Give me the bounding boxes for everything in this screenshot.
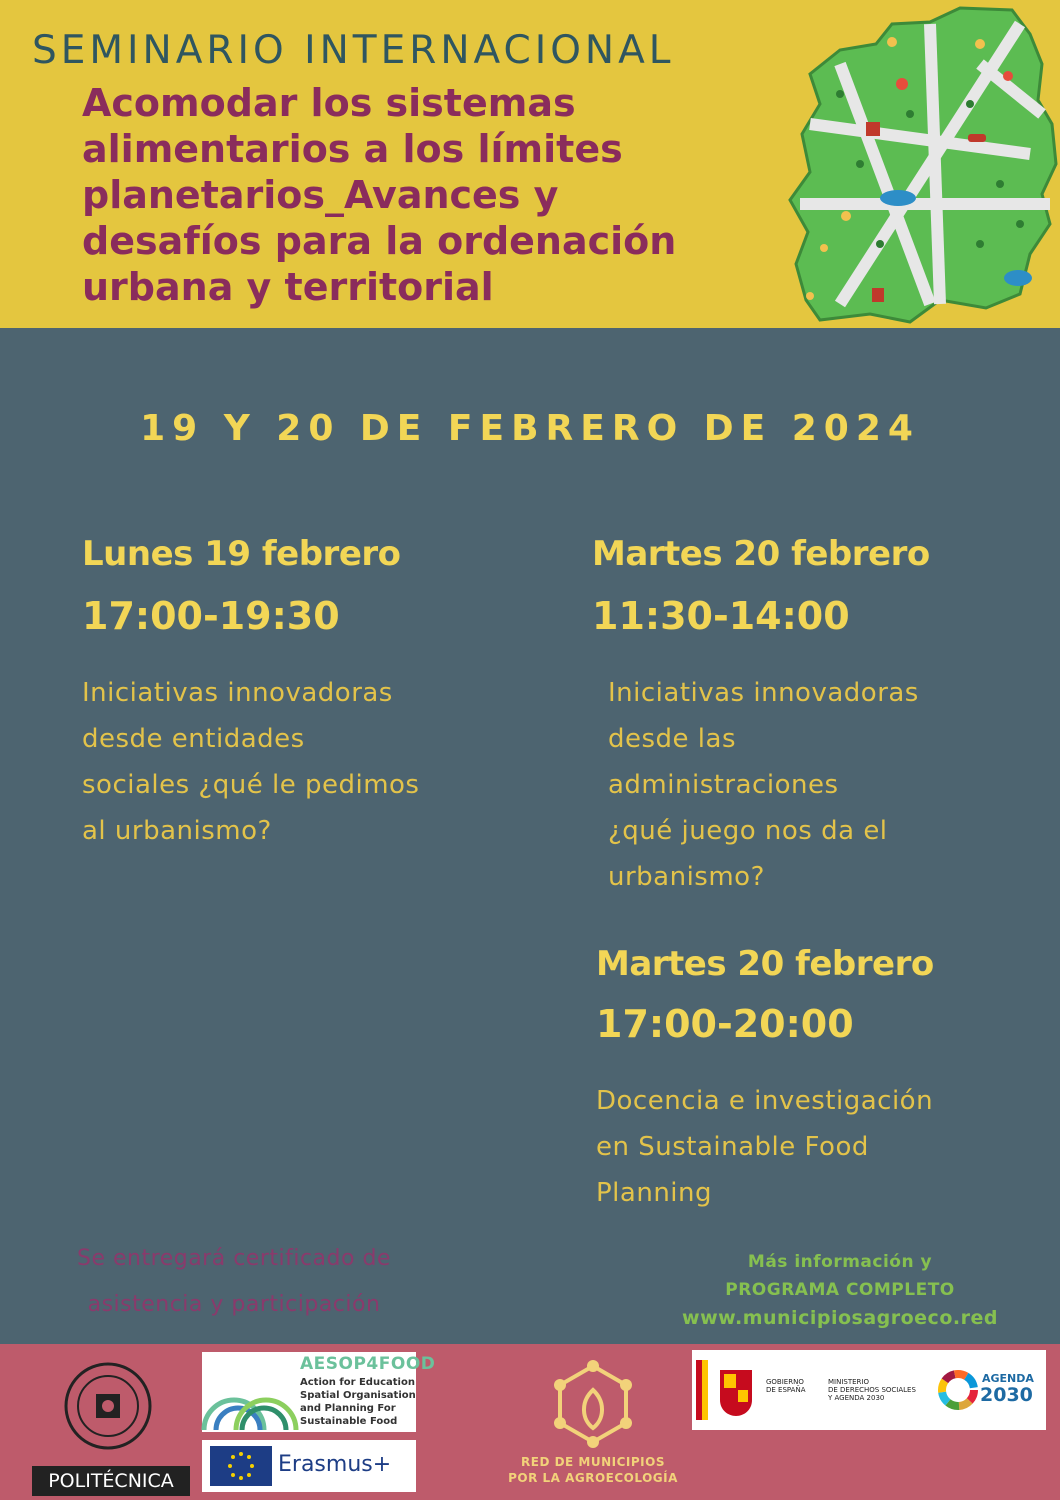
session-day: Lunes 19 febrero — [82, 534, 401, 574]
session-day: Martes 20 febrero — [592, 534, 930, 574]
website-link[interactable]: www.municipiosagroeco.red — [682, 1307, 998, 1329]
cert-line: asistencia y participación — [87, 1292, 381, 1317]
session-time: 11:30-14:00 — [592, 594, 850, 638]
desc-line: Iniciativas innovadoras — [608, 678, 919, 708]
session-description — [608, 670, 919, 900]
agenda-year: 2030 — [980, 1384, 1033, 1406]
session-time: 17:00-20:00 — [596, 1002, 854, 1046]
title-line: desafíos para la ordenación — [82, 219, 677, 263]
desc-line: urbanismo? — [608, 862, 765, 892]
agenda-label: AGENDA — [982, 1372, 1034, 1385]
upm-seal-icon — [28, 1356, 188, 1466]
seminar-title — [82, 80, 782, 310]
city-map-illustration — [780, 4, 1060, 326]
desc-line: Docencia e investigación — [596, 1086, 934, 1116]
header-band — [0, 0, 1060, 328]
arches-icon — [202, 1352, 298, 1432]
red-municipios-logo — [500, 1356, 686, 1496]
gobierno-label: GOBIERNO DE ESPAÑA — [766, 1378, 806, 1394]
desc-line: al urbanismo? — [82, 816, 272, 846]
upm-logo — [28, 1356, 188, 1492]
program-section — [0, 328, 1060, 1344]
desc-line: desde entidades — [82, 724, 305, 754]
red-municipios-label: RED DE MUNICIPIOS POR LA AGROECOLOGÍA — [508, 1455, 678, 1485]
title-line: urbana y territorial — [82, 265, 494, 309]
sponsors-footer — [0, 1344, 1060, 1500]
spain-coat-of-arms-icon — [694, 1356, 764, 1426]
desc-line: Iniciativas innovadoras — [82, 678, 393, 708]
certificate-note — [44, 1236, 424, 1328]
agenda-2030-logo — [930, 1350, 1046, 1430]
sdg-wheel-icon — [936, 1368, 980, 1412]
more-info — [650, 1248, 1030, 1332]
aesop4food-logo — [202, 1352, 436, 1432]
aesop-subtitle: Action for Education Spatial Organisation and Planning For Sustainable Food — [300, 1377, 416, 1427]
session-description — [82, 670, 419, 854]
title-line: Acomodar los sistemas — [82, 81, 576, 125]
eu-flag-icon — [210, 1446, 272, 1486]
upm-label: POLITÉCNICA — [32, 1466, 190, 1496]
event-dates: 19 Y 20 DE FEBRERO DE 2024 — [140, 408, 920, 449]
ministerio-label: MINISTERIO DE DERECHOS SOCIALES Y AGENDA 2030 — [828, 1378, 916, 1402]
title-line: planetarios_Avances y — [82, 173, 559, 217]
desc-line: administraciones — [608, 770, 839, 800]
aesop-title: AESOP4FOOD — [300, 1354, 436, 1374]
desc-line: desde las — [608, 724, 737, 754]
desc-line: ¿qué juego nos da el — [608, 816, 888, 846]
desc-line: sociales ¿qué le pedimos — [82, 770, 420, 800]
network-hexagon-icon — [500, 1356, 686, 1452]
session-time: 17:00-19:30 — [82, 594, 340, 638]
title-line: alimentarios a los límites — [82, 127, 623, 171]
erasmus-label: Erasmus+ — [278, 1452, 392, 1477]
desc-line: Planning — [596, 1178, 712, 1208]
gobierno-logo — [692, 1350, 930, 1430]
session-day: Martes 20 febrero — [596, 944, 934, 984]
seminar-kicker: SEMINARIO INTERNACIONAL — [32, 28, 675, 73]
desc-line: en Sustainable Food — [596, 1132, 869, 1162]
cert-line: Se entregará certificado de — [77, 1246, 391, 1271]
info-line: PROGRAMA COMPLETO — [725, 1280, 955, 1300]
erasmus-logo — [202, 1440, 416, 1492]
info-line: Más información y — [747, 1252, 933, 1272]
session-description — [596, 1078, 933, 1216]
